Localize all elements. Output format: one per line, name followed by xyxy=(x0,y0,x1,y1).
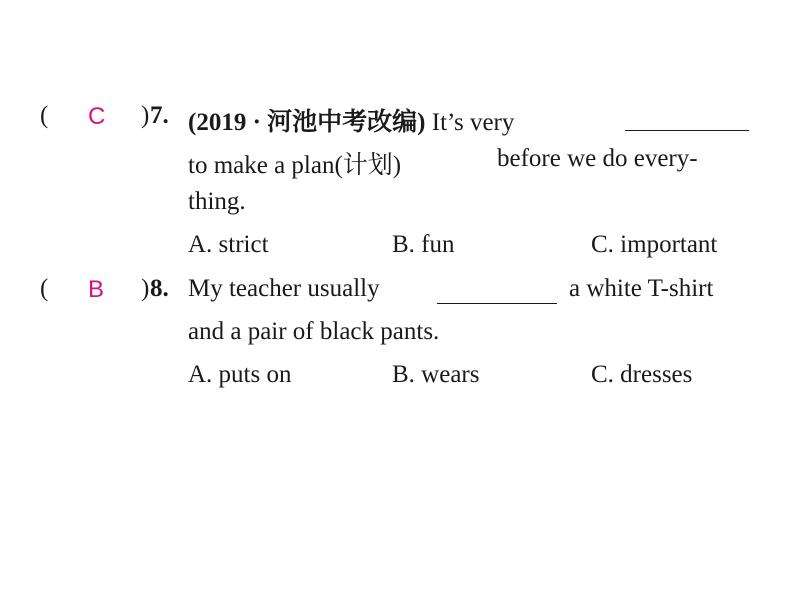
option-a: A. puts on xyxy=(188,361,292,388)
question-line-1-end: a white T-shirt xyxy=(569,275,714,302)
option-b: B. fun xyxy=(392,231,455,258)
answer-blank xyxy=(625,108,749,131)
question-line-2: to make a plan(计划) xyxy=(188,152,402,179)
question-line-2: and a pair of black pants. xyxy=(188,318,440,345)
option-a: A. strict xyxy=(188,231,269,258)
option-b: B. wears xyxy=(392,361,480,388)
answer-blank xyxy=(437,281,557,304)
answer-bracket-close: ) xyxy=(141,275,150,302)
question-source: (2019 · 河池中考改编) xyxy=(188,109,426,136)
question-line-2-end: before we do every- xyxy=(497,145,698,172)
answer-bracket-open: ( xyxy=(40,275,49,302)
answer-bracket-close: ) xyxy=(141,102,150,129)
question-number: 7. xyxy=(150,102,169,129)
question-line-1 xyxy=(188,102,514,138)
option-c: C. dresses xyxy=(591,361,693,388)
question-line-1: My teacher usually xyxy=(188,275,380,302)
answer-letter: B xyxy=(88,276,105,303)
question-line-3: thing. xyxy=(188,188,246,215)
question-text: It’s very xyxy=(431,109,515,136)
gloss: (计划) xyxy=(334,152,402,179)
answer-letter: C xyxy=(88,103,106,130)
question-number: 8. xyxy=(150,275,169,302)
option-c: C. important xyxy=(591,231,718,258)
answer-bracket-open: ( xyxy=(40,102,49,129)
